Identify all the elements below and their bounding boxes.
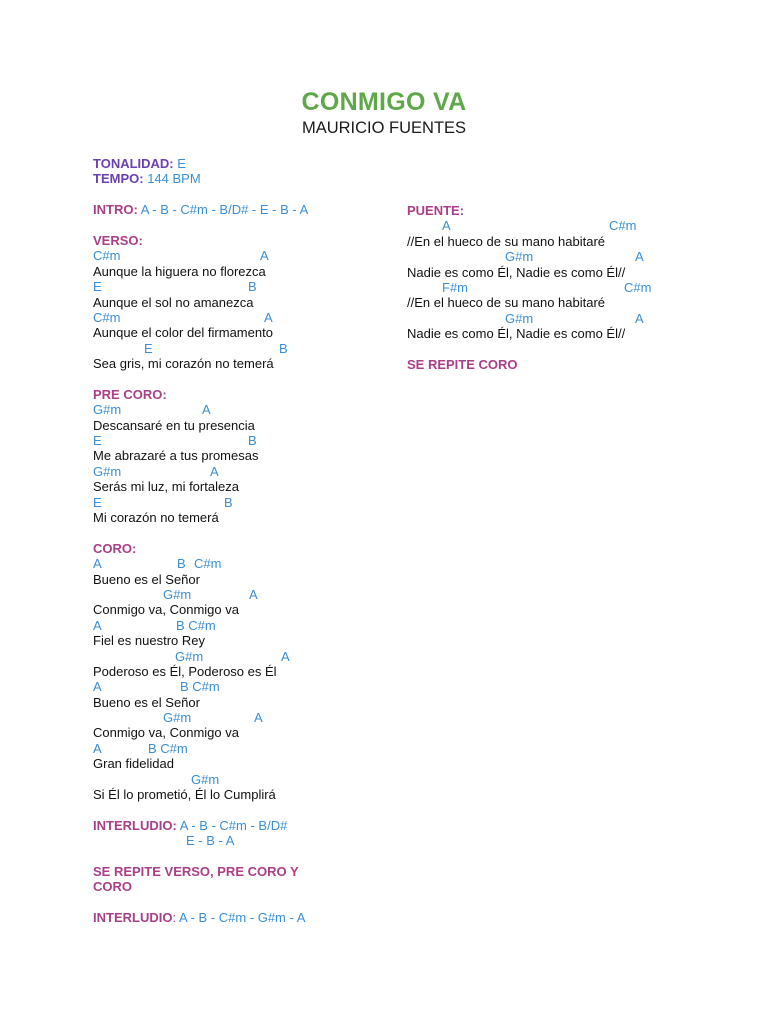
repeat-note: CORO bbox=[93, 879, 132, 895]
chord-line bbox=[93, 402, 393, 417]
lyric-line: Gran fidelidad bbox=[93, 756, 174, 772]
key-line bbox=[93, 156, 393, 171]
song-artist: MAURICIO FUENTES bbox=[301, 119, 467, 137]
chord-line bbox=[93, 618, 393, 633]
lyric-line: Bueno es el Señor bbox=[93, 571, 200, 587]
chord-line bbox=[93, 464, 393, 479]
chord: E bbox=[93, 279, 102, 295]
chord: C#m bbox=[93, 248, 121, 264]
intro-line bbox=[93, 202, 393, 217]
chord-line bbox=[407, 218, 697, 233]
intro-chords: A - B - C#m - B/D# - E - B - A bbox=[140, 202, 309, 218]
chord: B bbox=[224, 494, 233, 510]
chord: G#m bbox=[175, 648, 204, 664]
coro-label: CORO: bbox=[93, 540, 137, 556]
intro-label: INTRO: bbox=[93, 202, 138, 218]
tempo-label: TEMPO: bbox=[93, 171, 144, 187]
chord: A bbox=[249, 586, 258, 602]
chord: A bbox=[635, 310, 644, 326]
chord: C#m bbox=[624, 279, 652, 295]
lyric-line: Poderoso es Él, Poderoso es Él bbox=[93, 663, 277, 679]
key-label: TONALIDAD: bbox=[93, 156, 174, 171]
chord: A bbox=[264, 309, 273, 325]
chord: G#m bbox=[163, 586, 192, 602]
lyric-line: Me abrazaré a tus promesas bbox=[93, 448, 259, 464]
interludio-label: INTERLUDIO bbox=[93, 910, 173, 926]
chord: A bbox=[93, 617, 102, 633]
chord: B bbox=[248, 433, 257, 449]
interludio-chords: A - B - C#m - G#m - A bbox=[178, 910, 306, 926]
chord: G#m bbox=[93, 402, 122, 418]
chord-line bbox=[407, 249, 697, 264]
chord-line bbox=[93, 772, 393, 787]
lyric-line: Conmigo va, Conmigo va bbox=[93, 602, 239, 618]
chord: B bbox=[279, 340, 288, 356]
interludio-chords: A - B - C#m - B/D# bbox=[179, 817, 288, 833]
chord: G#m bbox=[191, 771, 220, 787]
chord-line bbox=[93, 649, 393, 664]
lyric-line: Serás mi luz, mi fortaleza bbox=[93, 479, 239, 495]
precoro-label: PRE CORO: bbox=[93, 386, 167, 402]
lyric-line: //En el hueco de su mano habitaré bbox=[407, 295, 606, 311]
tempo-line bbox=[93, 171, 393, 186]
lyric-line: Descansaré en tu presencia bbox=[93, 417, 255, 433]
chord: G#m bbox=[505, 249, 534, 265]
chord: E - B - A bbox=[186, 833, 235, 849]
lyric-line: Bueno es el Señor bbox=[93, 694, 200, 710]
interludio-label: INTERLUDIO: bbox=[93, 817, 177, 833]
lyric-line: Sea gris, mi corazón no temerá bbox=[93, 356, 274, 372]
tempo-value: 144 BPM bbox=[147, 171, 201, 187]
chord-line bbox=[407, 280, 697, 295]
repeat-coro-note: SE REPITE CORO bbox=[407, 356, 518, 372]
lyric-line: Fiel es nuestro Rey bbox=[93, 633, 205, 649]
chord: A bbox=[93, 679, 102, 695]
right-column bbox=[407, 203, 697, 372]
chord: E bbox=[93, 494, 102, 510]
repeat-note: SE REPITE VERSO, PRE CORO Y bbox=[93, 863, 299, 879]
chord: G#m bbox=[93, 463, 122, 479]
chord: A bbox=[210, 463, 219, 479]
lyric-line: //En el hueco de su mano habitaré bbox=[407, 233, 606, 249]
interludio-chords-2 bbox=[93, 833, 393, 848]
chord-line bbox=[93, 341, 393, 356]
lyric-line: Aunque la higuera no florezca bbox=[93, 263, 266, 279]
chord-line bbox=[93, 587, 393, 602]
chord: B C#m bbox=[148, 740, 188, 756]
verso-label: VERSO: bbox=[93, 232, 143, 248]
chord: B bbox=[248, 279, 257, 295]
chord-line bbox=[93, 248, 393, 263]
lyric-line: Mi corazón no temerá bbox=[93, 509, 219, 525]
chord-line bbox=[93, 279, 393, 294]
chord: G#m bbox=[505, 310, 534, 326]
key-value: E bbox=[177, 156, 186, 171]
lyric-line: Si Él lo prometió, Él lo Cumplirá bbox=[93, 787, 276, 803]
chord: E bbox=[93, 433, 102, 449]
chord: C#m bbox=[609, 218, 637, 234]
lyric-line: Conmigo va, Conmigo va bbox=[93, 725, 239, 741]
chord: G#m bbox=[163, 710, 192, 726]
chord: A bbox=[635, 249, 644, 265]
chord-line bbox=[93, 556, 393, 571]
chord: F#m bbox=[442, 279, 468, 295]
chord: A bbox=[202, 402, 211, 418]
chord: A bbox=[254, 710, 263, 726]
chord-line bbox=[93, 679, 393, 694]
chord: C#m bbox=[93, 309, 121, 325]
chord-line bbox=[93, 741, 393, 756]
left-column bbox=[93, 156, 393, 926]
chord: A bbox=[260, 248, 269, 264]
chord: E bbox=[144, 340, 153, 356]
chord: A bbox=[93, 556, 102, 572]
lyric-line: Nadie es como Él, Nadie es como Él// bbox=[407, 326, 626, 342]
chord-line bbox=[93, 433, 393, 448]
chord: B C#m bbox=[180, 679, 220, 695]
chord: A bbox=[442, 218, 451, 234]
chord: C#m bbox=[194, 556, 222, 572]
lyric-line: Aunque el color del firmamento bbox=[93, 325, 273, 341]
chord: A bbox=[93, 740, 102, 756]
song-title: CONMIGO VA bbox=[301, 88, 467, 116]
chord: B bbox=[177, 556, 186, 572]
chord-line bbox=[407, 311, 697, 326]
interludio-line bbox=[93, 818, 393, 833]
lyric-line: Nadie es como Él, Nadie es como Él// bbox=[407, 264, 626, 280]
chord-line bbox=[93, 495, 393, 510]
chord: A bbox=[281, 648, 290, 664]
interludio-line bbox=[93, 910, 393, 925]
chord-line bbox=[93, 710, 393, 725]
chord-line bbox=[93, 310, 393, 325]
interludio-colon: : bbox=[172, 910, 177, 926]
lyric-line: Aunque el sol no amanezca bbox=[93, 294, 254, 310]
puente-label: PUENTE: bbox=[407, 203, 465, 218]
chord: B C#m bbox=[176, 617, 216, 633]
